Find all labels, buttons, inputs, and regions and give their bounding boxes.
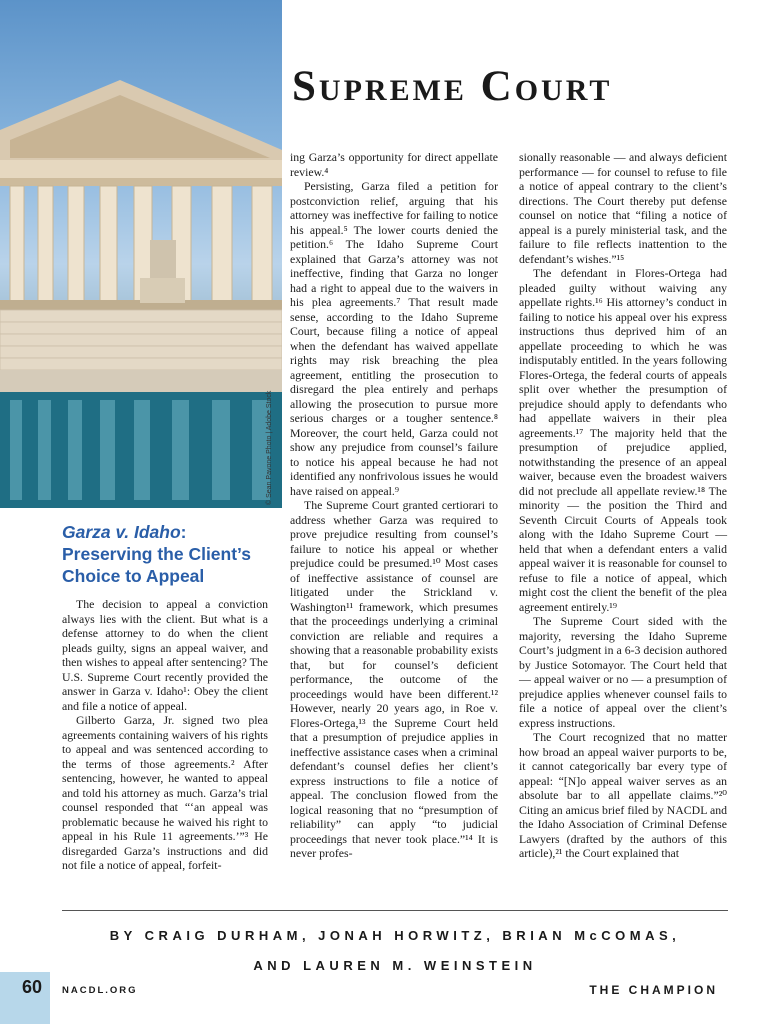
paragraph: sionally reasonable — and always deficient performance — for counsel to refuse to file a notice of appeal contrary to the client’s directions. The Court thereby put defense counsel on notice that “filing a notice of appeal is a purely ministerial task, and the failure to file reflects inattention to the defendant’s wishes.”¹⁵ xyxy=(519,150,727,266)
paragraph: The decision to appeal a conviction always lies with the client. But what is a defense attorney to do when the client pleads guilty, signs an appeal waiver, and then wishes to appeal after sentencing? The U.S. Supreme Court recently provided the answer in Garza v. Idaho¹: Obey the client and file a notice of appeal. xyxy=(62,597,268,713)
section-title: Supreme Court xyxy=(292,63,613,110)
paragraph: The defendant in Flores-Ortega had pleaded guilty without waiving any appellate rights.¹⁶ His attorney’s conduct in failing to notice his appeal over his express instructions thus deprived him of an appellate proceeding to which he was indisputably entitled. In the years following Flores-Ortega, the federal courts of appeals split over whether the presumption of prejudice should apply to defendants who had appellate waivers in their plea agreements.¹⁷ The majority held that the presumption of prejudice applied, notwithstanding the presence of an appeal waiver, because even the broadest waivers did not preclude all appellate review.¹⁸ The minority — the position the Third and Seventh Circuit Courts of Appeals took along with the Idaho Supreme Court — held that when a defendant enters a valid appeal waiver it is reasonable for counsel to refuse to file a notice of appeal, which might cost the client the benefit of the plea agreement entirely.¹⁹ xyxy=(519,266,727,614)
paragraph: Persisting, Garza filed a petition for postconviction relief, arguing that his attorney was ineffective for failing to notice his appeal.⁵ The lower courts denied the petition.⁶ The Idaho Supreme Court explained that Garza’s attorney was not ineffective, finding that Garza no longer had a right to appeal due to the waivers in his plea agreements.⁷ That result made sense, according to the Idaho Supreme Court, because filing a notice of appeal when the defendant has waived appellate rights may risk breaching the plea agreement, entitling the prosecution to disregard the plea entirely and perhaps allowing the prosecution to pursue more serious charges or a tougher sentence.⁸ Moreover, the court held, Garza could not show any prejudice from counsel’s failure to notice his appeal because he had not identified any nonfrivolous issues he would have raised on appeal.⁹ xyxy=(290,179,498,498)
supreme-court-photo xyxy=(0,0,282,508)
byline-line-1: BY CRAIG DURHAM, JONAH HORWITZ, BRIAN McCOMAS, xyxy=(109,928,681,943)
publication-name: THE CHAMPION xyxy=(589,983,718,997)
article-title-line2: Preserving the Client’s xyxy=(62,544,251,564)
paragraph: Gilberto Garza, Jr. signed two plea agreements containing waivers of his rights to appeal and was sentenced according to the terms of those agreements.² After sentencing, however, he wanted to appeal and told his attorney as much. Garza’s trial counsel responded that “‘an appeal was problematic because he waived his right to appeal in his Rule 11 agreements.’”³ He disregarded Garza’s instructions and did not file a notice of appeal, forfeit- xyxy=(62,713,268,872)
paragraph: ing Garza’s opportunity for direct appellate review.⁴ xyxy=(290,150,498,179)
column-1 xyxy=(62,597,268,873)
building-illustration xyxy=(0,0,282,508)
article-title-colon: : xyxy=(180,522,187,542)
paragraph: The Supreme Court granted certiorari to address whether Garza was required to prove prejudice resulting from counsel’s failure to notice his appeal or whether prejudice could be presumed.¹⁰ Most cases of ineffective assistance of counsel are litigated under the Strickland v. Washington¹¹ framework, which presumes that the proceedings underlying a criminal conviction are reliable and requires a showing that a reasonable probability exists that, but for counsel’s deficient performance, the outcome of the proceedings would have been different.¹² However, nearly 20 years ago, in Roe v. Flores-Ortega,¹³ the Supreme Court held that a presumption of prejudice applies in ineffective assistance cases when a criminal defendant’s counsel defies her client’s express instructions to file a notice of appeal. The conclusion flowed from the logical reasoning that no “presumption of reliability” can apply “to judicial proceedings that never took place.”¹⁴ It is never profes- xyxy=(290,498,498,860)
page-number: 60 xyxy=(22,977,43,997)
paragraph: The Supreme Court sided with the majority, reversing the Idaho Supreme Court’s judgment in a 6-3 decision authored by Justice Sotomayor. The Court held that — appeal waiver or no — a presumption of prejudice applies whenever counsel fails to file a notice of appeal over the client’s express instructions. xyxy=(519,614,727,730)
paragraph: The Court recognized that no matter how broad an appeal waiver purports to be, it cannot categorically bar every type of appeal: “[N]o appeal waiver serves as an absolute bar to all appellate claims.”²⁰ Citing an amicus brief filed by NACDL and the Idaho Association of Criminal Defense Lawyers (drafted by the authors of this article),²¹ the Court explained that xyxy=(519,730,727,860)
article-title xyxy=(62,521,272,587)
site-url: NACDL.ORG xyxy=(62,985,138,996)
column-2 xyxy=(290,150,498,861)
article-title-line3: Choice to Appeal xyxy=(62,566,205,586)
byline-line-2: AND LAUREN M. WEINSTEIN xyxy=(253,958,537,973)
column-3 xyxy=(519,150,727,861)
article-title-case: Garza v. Idaho xyxy=(62,522,181,542)
footer-divider xyxy=(62,910,728,911)
photo-credit: © Sean Pavone Photo | Adobe Stock xyxy=(266,390,273,505)
